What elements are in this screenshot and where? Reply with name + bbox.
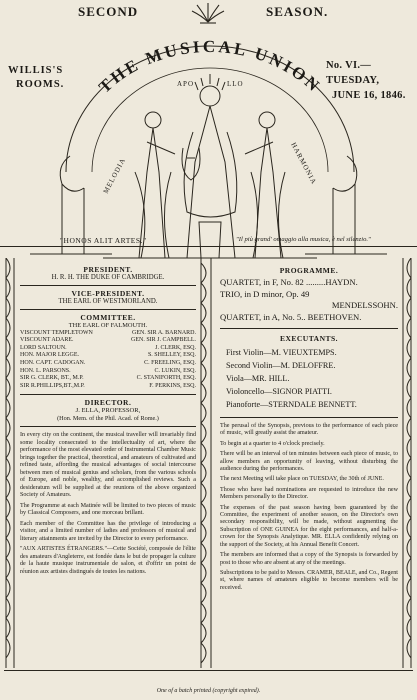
committee-member: VISCOUNT TEMPLETOWN — [20, 329, 93, 336]
executants-list — [220, 346, 398, 411]
committee-row — [20, 337, 196, 345]
committee-member: S. SHELLEY, ESQ. — [147, 352, 196, 359]
committee-member: VISCOUNT ADARE. — [20, 337, 74, 344]
director-heading: DIRECTOR. — [84, 398, 132, 408]
venue-line-2: ROOMS. — [16, 79, 65, 90]
rule — [20, 426, 196, 427]
left-paragraph: "AUX ARTISTES ÉTRANGERS."—Cette Société, composée de l'élite des amateurs d'Angleterre, est fondée dans le but de propager la culture de la haute musique instrumentale de salon, et d'offrir un point de réunion aux artistes distingués de toutes les nations. — [20, 546, 196, 575]
executant: Pianoforte—STERNDALE BENNETT. — [226, 400, 357, 409]
right-paragraph: The members are informed that a copy of the Synopsis is forwarded by post to those who are absent at any of the meetings. — [220, 552, 398, 566]
vignette-left-word: MELODIA — [101, 156, 128, 195]
issue-line-2: JUNE 16, 1846. — [332, 90, 406, 101]
committee-member: J. CLERK, ESQ. — [155, 344, 196, 351]
committee-member: LORD SALTOUN. — [20, 344, 67, 351]
committee-member: C. FREELING, ESQ. — [144, 359, 196, 366]
right-paragraph: There will be an interval of ten minutes between each piece of music, to allow members an opportunity of leaving, without disturbing the audience during the performances. — [220, 451, 398, 473]
season-left: SECOND — [78, 4, 139, 19]
arched-title-text: THE MUSICAL UNION — [95, 36, 325, 97]
right-paragraph: The next Meeting will take place on TUESDAY, the 30th of JUNE. — [220, 476, 384, 483]
center-border-ornament — [198, 258, 214, 668]
right-body — [220, 423, 398, 592]
vice-president-heading: VICE-PRESIDENT. — [71, 289, 145, 299]
committee-member: SIR G. CLERK, BT., M.P. — [20, 375, 84, 382]
president-heading: PRESIDENT. — [83, 265, 133, 274]
executants-heading: EXECUTANTS. — [279, 334, 339, 343]
issue-line-1: No. VI.—TUESDAY, — [326, 60, 380, 86]
committee-row — [20, 352, 196, 360]
motto-right: "Il più grand' omaggio alla musica, è nel silenzio." — [236, 236, 371, 243]
committee-member: GEN. SIR A. BARNARD. — [131, 329, 196, 336]
left-column — [20, 266, 196, 579]
committee-member: GEN. SIR J. CAMPBELL. — [130, 337, 196, 344]
programme-item: MENDELSSOHN. — [331, 300, 398, 310]
right-paragraph: The perusal of the Synopsis, previous to the performance of each piece of music, will greatly assist the amateur. — [220, 423, 398, 437]
vignette-right-word: HARMONIA — [289, 141, 319, 186]
left-paragraph: In every city on the continent, the musical traveller will invariably find some locality consecrated to the intellectuality of art, where the performance of the most elevated order of Instrumental Chamber Music brings together the practical, theoretical, and amateurs of cultivated and refined taste, affording the musical advantages of social intercourse between men of musical genius and scholars, from the various schools of Europe, and noble, wealthy, and accomplished reviews. Such a desideratum will be supplied at the reunions of the above organized Society of Amateurs. — [20, 432, 196, 499]
committee-heading: COMMITTEE. — [80, 313, 136, 323]
vignette-center-word: APO — [177, 80, 195, 88]
committee-row — [20, 330, 196, 338]
director-note: (Hon. Mem. of the Phil. Acad. of Rome.) — [57, 414, 159, 422]
committee-row — [20, 360, 196, 368]
committee-member: SIR R.PHILLIPS,BT.,M.P. — [20, 382, 85, 389]
executant: Violoncello—SIGNOR PIATTI. — [226, 387, 332, 396]
rule — [220, 328, 398, 329]
left-body — [20, 432, 196, 576]
committee-member: C. LUKIN, ESQ. — [154, 367, 196, 374]
rule — [20, 394, 196, 395]
caption: One of a batch printed (copyright expired). — [156, 688, 261, 694]
right-paragraph: Subscriptions to be paid to Messrs. CRAMER, BEALE, and Co., Regent st, where names of amateurs eligible to become members will be received. — [220, 569, 398, 591]
season-right: SEASON. — [266, 4, 329, 19]
executant: Second Violin—M. DELOFFRE. — [226, 361, 336, 370]
left-border-ornament — [4, 258, 16, 668]
right-border-ornament — [401, 258, 413, 668]
committee-row — [20, 375, 196, 383]
committee-list — [20, 330, 196, 391]
executant: Viola—MR. HILL. — [226, 374, 290, 383]
rule — [20, 309, 196, 310]
right-paragraph: To begin at a quarter to 4 o'clock precisely. — [220, 440, 325, 447]
venue-line-1: WILLIS'S — [8, 65, 64, 76]
programme-item: QUARTET, in A, No. 5.. BEETHOVEN. — [220, 311, 362, 322]
committee-member: HON. MAJOR LEGGE. — [20, 352, 79, 359]
committee-row — [20, 383, 196, 391]
executant: First Violin—M. VIEUXTEMPS. — [226, 348, 337, 357]
palmette-ornament — [190, 2, 226, 24]
committee-first: THE EARL OF FALMOUTH. — [68, 321, 148, 329]
programme-item: TRIO, in D minor, Op. 49 — [220, 288, 310, 299]
rule — [220, 417, 398, 418]
vice-president-name: THE EARL OF WESTMORLAND. — [58, 297, 158, 305]
committee-row — [20, 368, 196, 376]
divider-bottom — [4, 670, 413, 671]
committee-row — [20, 345, 196, 353]
programme-list — [220, 277, 398, 323]
right-paragraph: The expenses of the past season having been guaranteed by the Committee, the experiment of another season, on the Director's own secondary responsibility, will be made, without augmenting the Subscription of ONE GUINEA for the eight performances, and half-a-crown for the Synopsis Analytique. MR. ELLA confidently relying on the support of the Society, at his Annual Benefit Concert. — [220, 504, 398, 548]
vignette-center-word-2: LLO — [227, 80, 244, 88]
programme-heading: PROGRAMME. — [279, 266, 339, 275]
committee-member: C. STANIFORTH, ESQ. — [136, 375, 196, 382]
right-paragraph: Those who have had nominations are requested to introduce the new Members personally to the Director. — [220, 486, 398, 501]
motto-left: "HONOS ALIT ARTES." — [60, 236, 147, 245]
committee-member: F. PERKINS, ESQ. — [149, 382, 196, 389]
committee-member: HON. L. PARSONS. — [20, 367, 71, 374]
committee-member: HON. CAPT. CADOGAN. — [20, 359, 86, 366]
left-paragraph: Each member of the Committee has the privilege of introducing a visitor, and a limited number of ladies and professors of musical and literary attainments are invited by the Director to every performance. — [20, 520, 196, 542]
rule — [20, 285, 196, 286]
president-name: H. R. H. THE DUKE OF CAMBRIDGE. — [51, 273, 165, 281]
right-column — [220, 266, 398, 595]
programme-item: QUARTET, in F, No. 82 .........HAYDN. — [220, 277, 358, 287]
director-name: J. ELLA, PROFESSOR, — [75, 406, 141, 414]
left-paragraph: The Programme at each Matinée will be limited to two pieces of music by Classical Composers, and one morceau brillant. — [20, 502, 196, 517]
